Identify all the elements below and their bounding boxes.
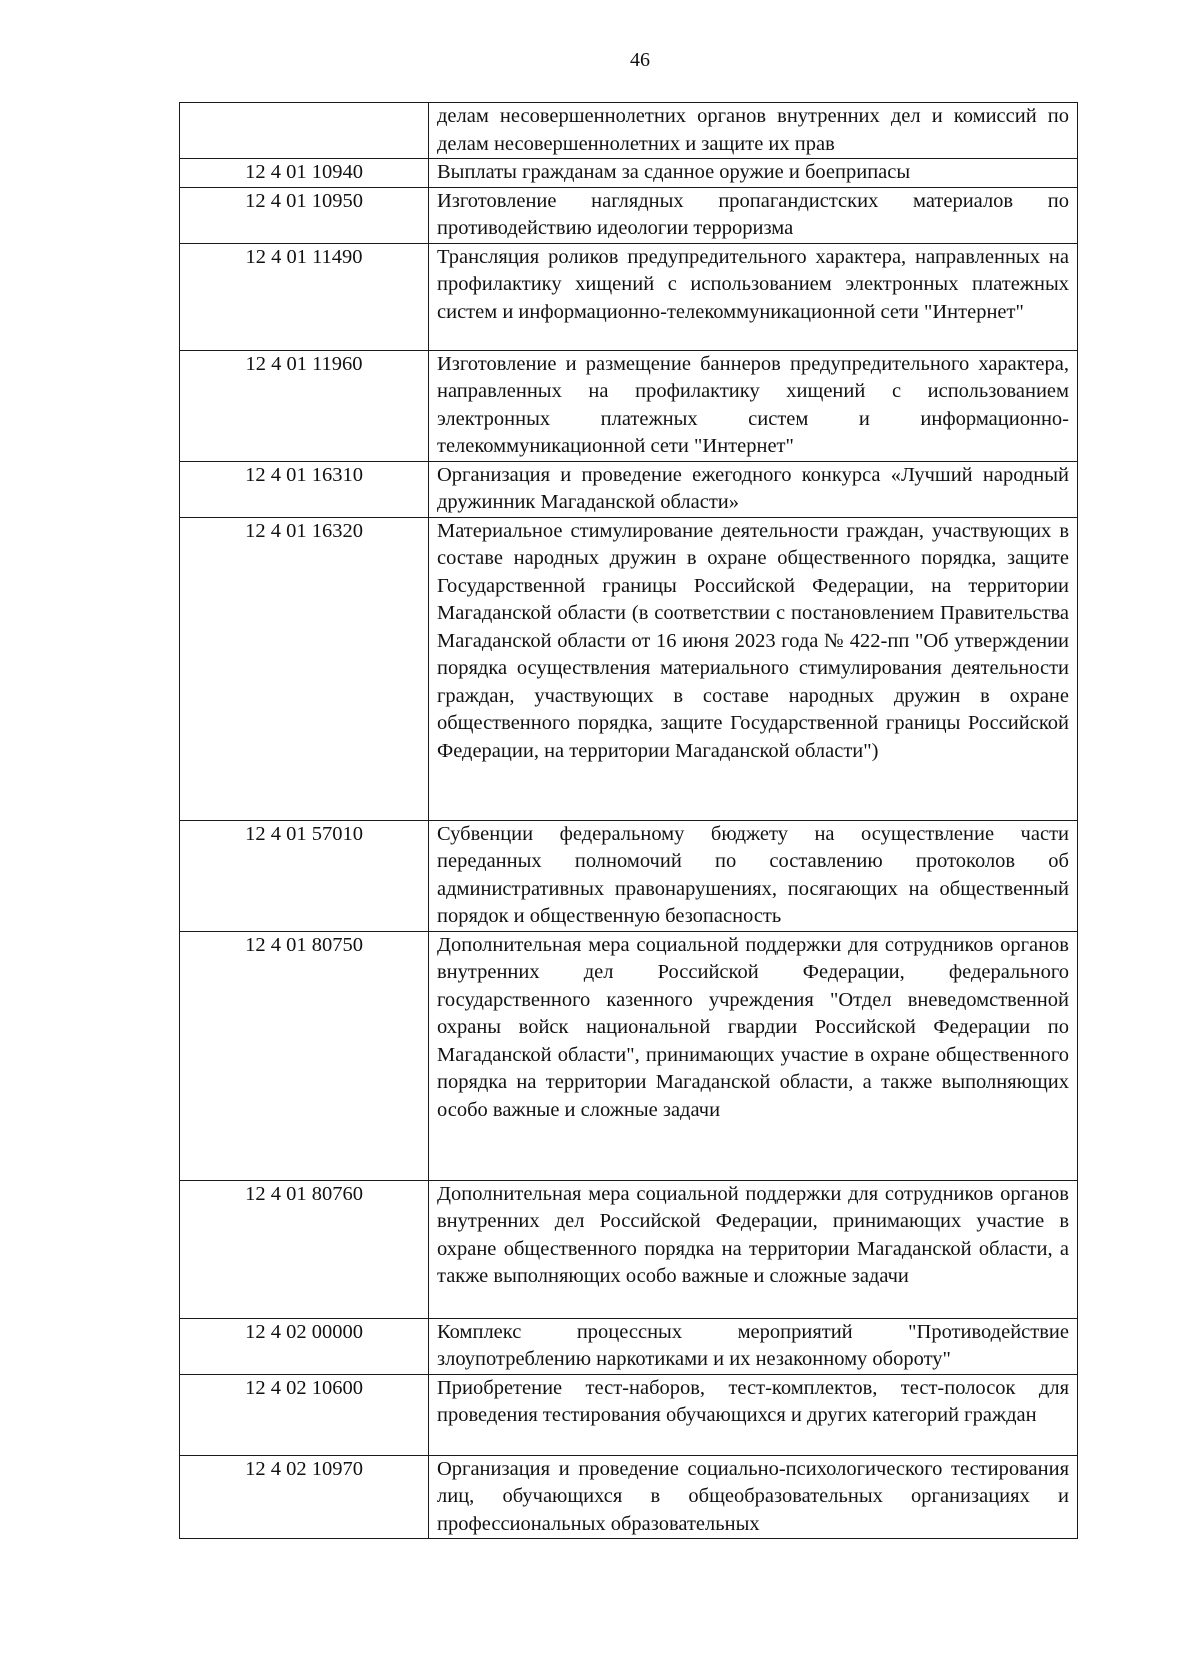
table-row xyxy=(180,517,1078,820)
table-row xyxy=(180,159,1078,188)
table-row xyxy=(180,820,1078,931)
row-description: Изготовление наглядных пропагандистских материалов по противодействию идеологии терроризма xyxy=(429,187,1078,243)
row-description: Материальное стимулирование деятельности граждан, участвующих в составе народных дружин в охране общественного порядка, защите Государственной границы Российской Федерации, на территории Магаданской области (в соответствии с постановлением Правительства Магаданской области от 16 июня 2023 года № 422-пп "Об утверждении порядка осуществления материального стимулирования деятельности граждан, участвующих в составе народных дружин в охране общественного порядка, защите Государственной границы Российской Федерации, на территории Магаданской области") xyxy=(429,517,1078,820)
table-row xyxy=(180,1455,1078,1539)
row-description: Субвенции федеральному бюджету на осуществление части переданных полномочий по составлению протоколов об административных правонарушениях, посягающих на общественный порядок и общественную безопасность xyxy=(429,820,1078,931)
row-code: 12 4 01 16310 xyxy=(180,461,429,517)
row-description: делам несовершеннолетних органов внутренних дел и комиссий по делам несовершеннолетних и защите их прав xyxy=(429,103,1078,159)
table-row xyxy=(180,350,1078,461)
row-code: 12 4 01 10940 xyxy=(180,159,429,188)
row-description: Изготовление и размещение баннеров предупредительного характера, направленных на профилактику хищений с использованием электронных платежных систем и информационно-телекоммуникационной сети "Интернет" xyxy=(429,350,1078,461)
row-code: 12 4 01 16320 xyxy=(180,517,429,820)
row-code: 12 4 02 00000 xyxy=(180,1318,429,1374)
table-row xyxy=(180,103,1078,159)
row-code: 12 4 01 80750 xyxy=(180,931,429,1180)
row-description: Организация и проведение ежегодного конкурса «Лучший народный дружинник Магаданской области» xyxy=(429,461,1078,517)
row-code: 12 4 01 10950 xyxy=(180,187,429,243)
row-code xyxy=(180,103,429,159)
row-code: 12 4 01 11490 xyxy=(180,243,429,350)
row-code: 12 4 01 57010 xyxy=(180,820,429,931)
table-row xyxy=(180,1318,1078,1374)
table-row xyxy=(180,1374,1078,1455)
row-description: Выплаты гражданам за сданное оружие и боеприпасы xyxy=(429,159,1078,188)
row-code: 12 4 02 10970 xyxy=(180,1455,429,1539)
row-description: Комплекс процессных мероприятий "Противодействие злоупотреблению наркотиками и их незаконному обороту" xyxy=(429,1318,1078,1374)
row-code: 12 4 01 80760 xyxy=(180,1180,429,1318)
page-number: 46 xyxy=(630,49,650,71)
table-row xyxy=(180,187,1078,243)
row-description: Трансляция роликов предупредительного характера, направленных на профилактику хищений с использованием электронных платежных систем и информационно-телекоммуникационной сети "Интернет" xyxy=(429,243,1078,350)
row-description: Дополнительная мера социальной поддержки для сотрудников органов внутренних дел Российской Федерации, федерального государственного казенного учреждения "Отдел вневедомственной охраны войск национальной гвардии Российской Федерации по Магаданской области", принимающих участие в охране общественного порядка на территории Магаданской области, а также выполняющих особо важные и сложные задачи xyxy=(429,931,1078,1180)
row-code: 12 4 02 10600 xyxy=(180,1374,429,1455)
table-row xyxy=(180,461,1078,517)
row-description: Приобретение тест-наборов, тест-комплектов, тест-полосок для проведения тестирования обучающихся и других категорий граждан xyxy=(429,1374,1078,1455)
table-row xyxy=(180,243,1078,350)
row-description: Организация и проведение социально-психологического тестирования лиц, обучающихся в общеобразовательных организациях и профессиональных образовательных xyxy=(429,1455,1078,1539)
table-row xyxy=(180,931,1078,1180)
table-row xyxy=(180,1180,1078,1318)
row-description: Дополнительная мера социальной поддержки для сотрудников органов внутренних дел Российской Федерации, принимающих участие в охране общественного порядка на территории Магаданской области, а также выполняющих особо важные и сложные задачи xyxy=(429,1180,1078,1318)
budget-codes-table xyxy=(179,102,1078,1539)
row-code: 12 4 01 11960 xyxy=(180,350,429,461)
